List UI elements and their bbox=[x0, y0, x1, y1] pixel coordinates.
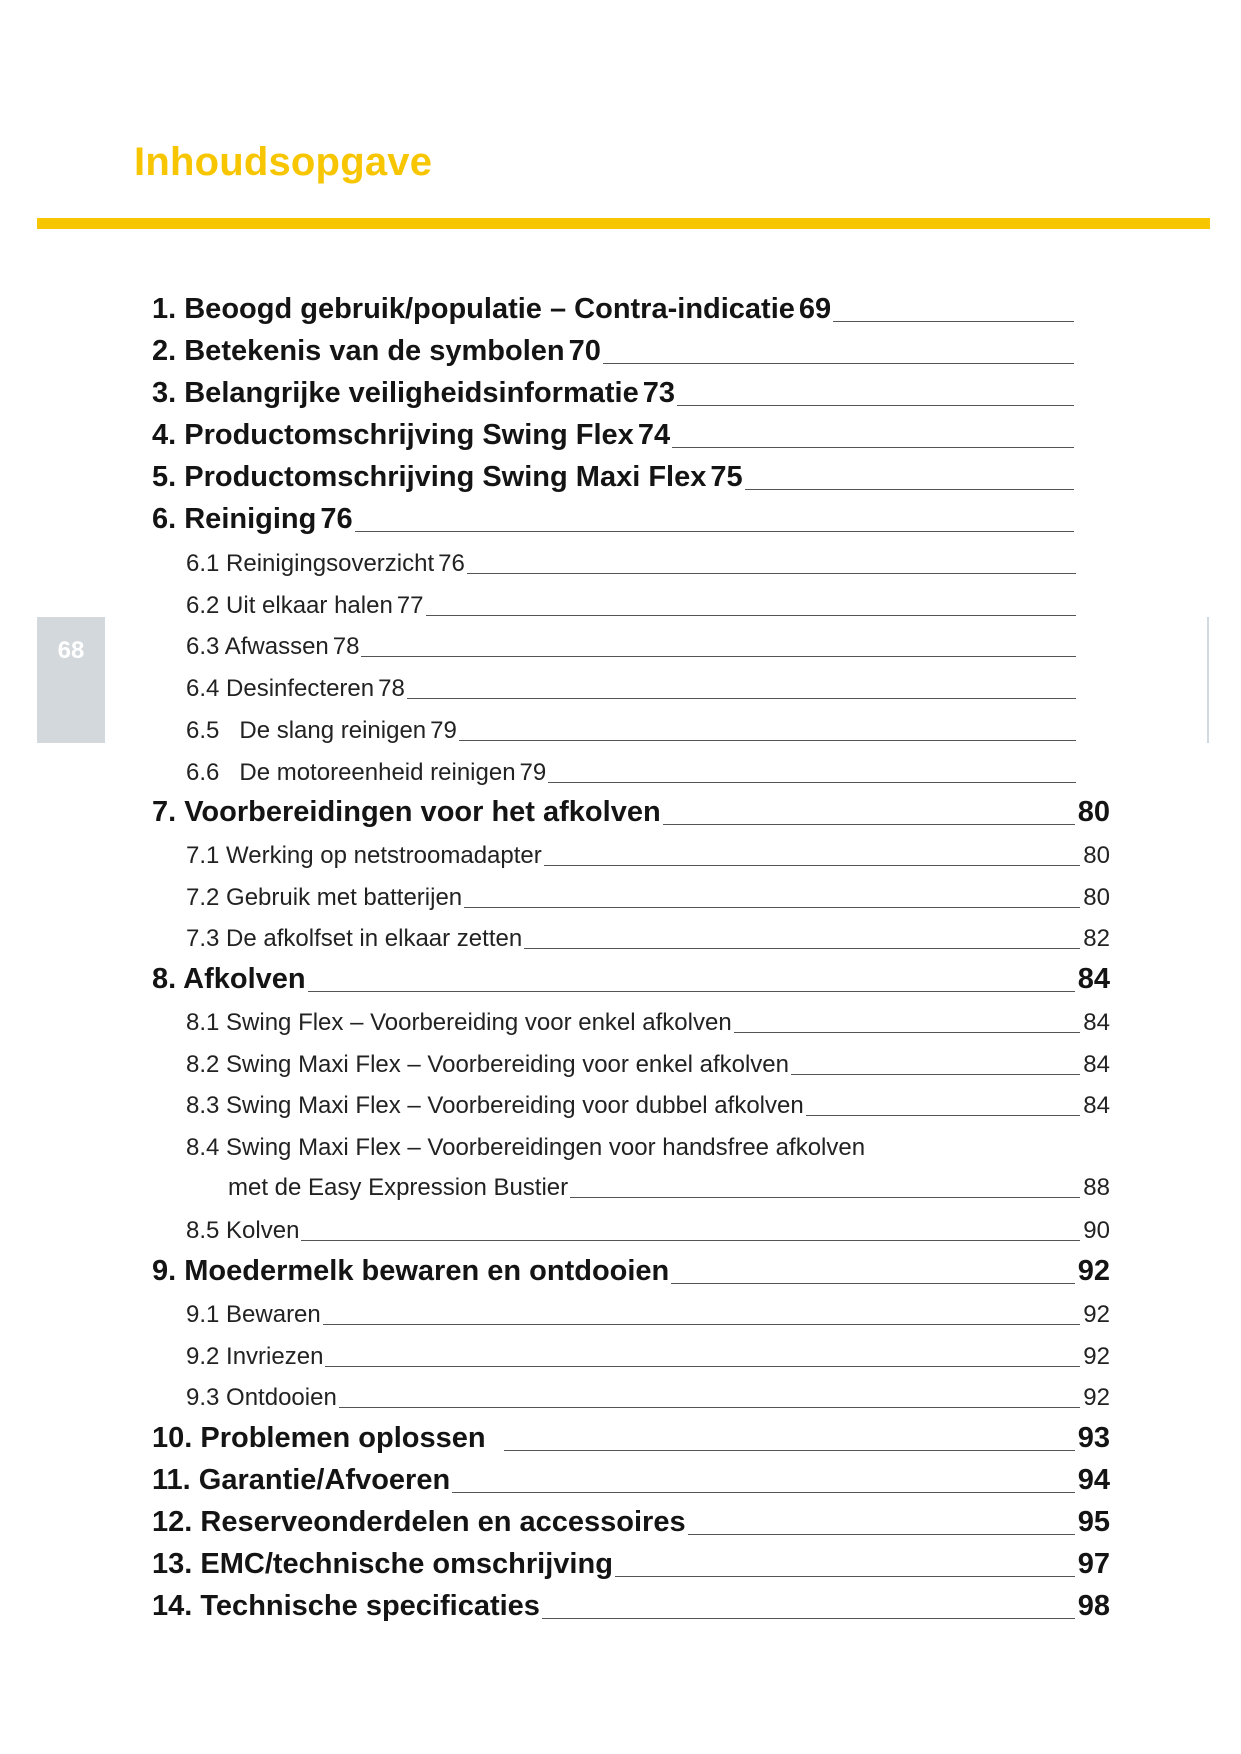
toc-entry-7-1[interactable] bbox=[186, 842, 1110, 870]
toc-entry-10[interactable] bbox=[152, 1422, 1110, 1455]
leader-line bbox=[467, 573, 1076, 574]
toc-entry-page: 88 bbox=[1083, 1174, 1110, 1201]
toc-entry-label: 7.1 Werking op netstroomadapter bbox=[186, 842, 542, 869]
toc-entry-label: 6.4 Desinfecteren bbox=[186, 675, 375, 702]
toc-entry-9[interactable] bbox=[152, 1255, 1110, 1288]
leader-line bbox=[745, 489, 1074, 490]
toc-entry-page: 76 bbox=[320, 503, 353, 535]
toc-entry-8-4[interactable] bbox=[228, 1174, 1110, 1202]
toc-entry-page: 73 bbox=[642, 377, 675, 409]
leader-line bbox=[407, 698, 1076, 699]
toc-entry-7-2[interactable] bbox=[186, 884, 1110, 912]
leader-line bbox=[464, 907, 1080, 908]
leader-line bbox=[323, 1324, 1081, 1325]
leader-line bbox=[672, 447, 1074, 448]
leader-line bbox=[308, 991, 1075, 992]
toc-entry-6-3[interactable] bbox=[186, 633, 1079, 661]
toc-entry-11[interactable] bbox=[152, 1464, 1110, 1497]
toc-entry-page: 82 bbox=[1083, 925, 1110, 952]
toc-entry-page: 80 bbox=[1077, 796, 1110, 828]
toc-entry-page: 84 bbox=[1083, 1051, 1110, 1078]
toc-entry-label: 13. EMC/technische omschrijving bbox=[152, 1548, 613, 1580]
toc-entry-page: 78 bbox=[332, 633, 360, 660]
toc-entry-label: 8.1 Swing Flex – Voorbereiding voor enkel afkolven bbox=[186, 1009, 732, 1036]
toc-entry-label: met de Easy Expression Bustier bbox=[228, 1174, 569, 1201]
leader-line bbox=[325, 1366, 1080, 1367]
leader-line bbox=[355, 531, 1074, 532]
toc-entry-9-3[interactable] bbox=[186, 1384, 1110, 1412]
toc-entry-label: 5. Productomschrijving Swing Maxi Flex bbox=[152, 461, 707, 493]
toc-entry-page: 80 bbox=[1083, 884, 1110, 911]
toc-entry-page: 84 bbox=[1077, 963, 1110, 995]
leader-line bbox=[677, 405, 1074, 406]
leader-line bbox=[603, 363, 1074, 364]
toc-entry-label: 6. Reiniging bbox=[152, 503, 317, 535]
toc-entry-5[interactable] bbox=[152, 461, 1077, 494]
toc-entry-8-1[interactable] bbox=[186, 1009, 1110, 1037]
toc-entry-6-2[interactable] bbox=[186, 592, 1079, 620]
toc-entry-page: 97 bbox=[1077, 1548, 1110, 1580]
toc-entry-9-2[interactable] bbox=[186, 1343, 1110, 1371]
toc-entry-8[interactable] bbox=[152, 963, 1110, 996]
toc-entry-6-6[interactable] bbox=[186, 759, 1079, 787]
toc-entry-4[interactable] bbox=[152, 419, 1077, 452]
page-number-tab bbox=[37, 617, 105, 743]
toc-entry-page: 84 bbox=[1083, 1009, 1110, 1036]
toc-entry-6-1[interactable] bbox=[186, 550, 1079, 578]
leader-line bbox=[663, 824, 1075, 825]
leader-line bbox=[570, 1197, 1080, 1198]
leader-line bbox=[426, 615, 1077, 616]
toc-entry-page: 79 bbox=[430, 717, 457, 744]
leader-line bbox=[544, 865, 1081, 866]
toc-entry-3[interactable] bbox=[152, 377, 1077, 410]
toc-entry-page: 69 bbox=[798, 293, 832, 325]
toc-entry-1[interactable] bbox=[152, 293, 1077, 326]
toc-entry-label: 7.2 Gebruik met batterijen bbox=[186, 884, 463, 911]
toc-entry-8-2[interactable] bbox=[186, 1051, 1110, 1079]
toc-entry-label: 8.3 Swing Maxi Flex – Voorbereiding voor dubbel afkolven bbox=[186, 1092, 804, 1119]
toc-entry-page: 98 bbox=[1077, 1590, 1110, 1622]
toc-entry-page: 80 bbox=[1083, 842, 1110, 869]
leader-line bbox=[548, 782, 1076, 783]
page-number: 68 bbox=[57, 637, 85, 664]
toc-entry-page: 77 bbox=[396, 592, 424, 619]
toc-entry-label: 11. Garantie/Afvoeren bbox=[152, 1464, 451, 1496]
leader-line bbox=[671, 1283, 1074, 1284]
toc-entry-page: 92 bbox=[1083, 1301, 1110, 1328]
toc-entry-label: 8.5 Kolven bbox=[186, 1217, 300, 1244]
header-divider bbox=[37, 218, 1210, 229]
toc-entry-8-4-title[interactable]: 8.4 Swing Maxi Flex – Voorbereidingen voor handsfree afkolven bbox=[186, 1134, 866, 1161]
toc-entry-13[interactable] bbox=[152, 1548, 1110, 1581]
toc-entry-6-5[interactable] bbox=[186, 717, 1079, 745]
toc-entry-label: 6.2 Uit elkaar halen bbox=[186, 592, 393, 619]
leader-line bbox=[524, 948, 1080, 949]
toc-entry-12[interactable] bbox=[152, 1506, 1110, 1539]
toc-entry-label: 9.3 Ontdooien bbox=[186, 1384, 337, 1411]
toc-entry-7-3[interactable] bbox=[186, 925, 1110, 953]
toc-entry-page: 92 bbox=[1083, 1343, 1110, 1370]
toc-entry-page: 76 bbox=[438, 550, 465, 577]
toc-entry-label: 6.5 De slang reinigen bbox=[186, 717, 427, 744]
toc-entry-2[interactable] bbox=[152, 335, 1077, 368]
toc-entry-page: 92 bbox=[1077, 1255, 1110, 1287]
toc-entry-8-5[interactable] bbox=[186, 1217, 1110, 1245]
toc-entry-page: 75 bbox=[710, 461, 743, 493]
toc-entry-label: 7. Voorbereidingen voor het afkolven bbox=[152, 796, 661, 828]
toc-entry-label: 6.3 Afwassen bbox=[186, 633, 329, 660]
toc-entry-9-1[interactable] bbox=[186, 1301, 1110, 1329]
leader-line bbox=[806, 1115, 1081, 1116]
toc-entry-page: 79 bbox=[519, 759, 547, 786]
leader-line bbox=[504, 1450, 1075, 1451]
toc-entry-7[interactable] bbox=[152, 796, 1110, 829]
toc-entry-14[interactable] bbox=[152, 1590, 1110, 1623]
leader-line bbox=[452, 1492, 1075, 1493]
toc-entry-label: 12. Reserveonderdelen en accessoires bbox=[152, 1506, 686, 1538]
toc-entry-page: 78 bbox=[378, 675, 405, 702]
page-title: Inhoudsopgave bbox=[134, 140, 433, 184]
toc-entry-label: 7.3 De afkolfset in elkaar zetten bbox=[186, 925, 523, 952]
leader-line bbox=[615, 1576, 1075, 1577]
toc-entry-label: 9. Moedermelk bewaren en ontdooien bbox=[152, 1255, 670, 1287]
toc-entry-label: 3. Belangrijke veiligheidsinformatie bbox=[152, 377, 639, 409]
toc-entry-label: 6.6 De motoreenheid reinigen bbox=[186, 759, 516, 786]
toc-entry-page: 90 bbox=[1083, 1217, 1110, 1244]
margin-rule bbox=[1207, 617, 1209, 743]
toc-entry-6-4[interactable] bbox=[186, 675, 1079, 703]
leader-line bbox=[361, 656, 1076, 657]
leader-line bbox=[542, 1618, 1075, 1619]
toc-entry-page: 74 bbox=[637, 419, 671, 451]
toc-entry-label: 4. Productomschrijving Swing Flex bbox=[152, 419, 634, 451]
leader-line bbox=[791, 1074, 1080, 1075]
leader-line bbox=[459, 740, 1076, 741]
toc-entry-label: 10. Problemen oplossen bbox=[152, 1422, 486, 1454]
toc-entry-page: 70 bbox=[568, 335, 601, 367]
toc-entry-label: 1. Beoogd gebruik/populatie – Contra-indicatie bbox=[152, 293, 795, 325]
toc-entry-page: 94 bbox=[1077, 1464, 1110, 1496]
toc-entry-label: 8. Afkolven bbox=[152, 963, 306, 995]
leader-line bbox=[833, 321, 1074, 322]
toc-entry-6[interactable] bbox=[152, 503, 1077, 536]
toc-entry-page: 92 bbox=[1083, 1384, 1110, 1411]
toc-entry-label: 14. Technische specificaties bbox=[152, 1590, 540, 1622]
leader-line bbox=[301, 1240, 1080, 1241]
leader-line bbox=[688, 1534, 1075, 1535]
toc-entry-label: 9.1 Bewaren bbox=[186, 1301, 321, 1328]
toc-entry-label: 2. Betekenis van de symbolen bbox=[152, 335, 565, 367]
leader-line bbox=[734, 1032, 1081, 1033]
toc-entry-page: 95 bbox=[1077, 1506, 1110, 1538]
leader-line bbox=[339, 1407, 1081, 1408]
toc-entry-page: 93 bbox=[1077, 1422, 1110, 1454]
toc-entry-label: 6.1 Reinigingsoverzicht bbox=[186, 550, 435, 577]
toc-entry-8-3[interactable] bbox=[186, 1092, 1110, 1120]
toc-entry-label: 8.2 Swing Maxi Flex – Voorbereiding voor enkel afkolven bbox=[186, 1051, 789, 1078]
toc-entry-page: 84 bbox=[1083, 1092, 1110, 1119]
toc-entry-label: 9.2 Invriezen bbox=[186, 1343, 324, 1370]
